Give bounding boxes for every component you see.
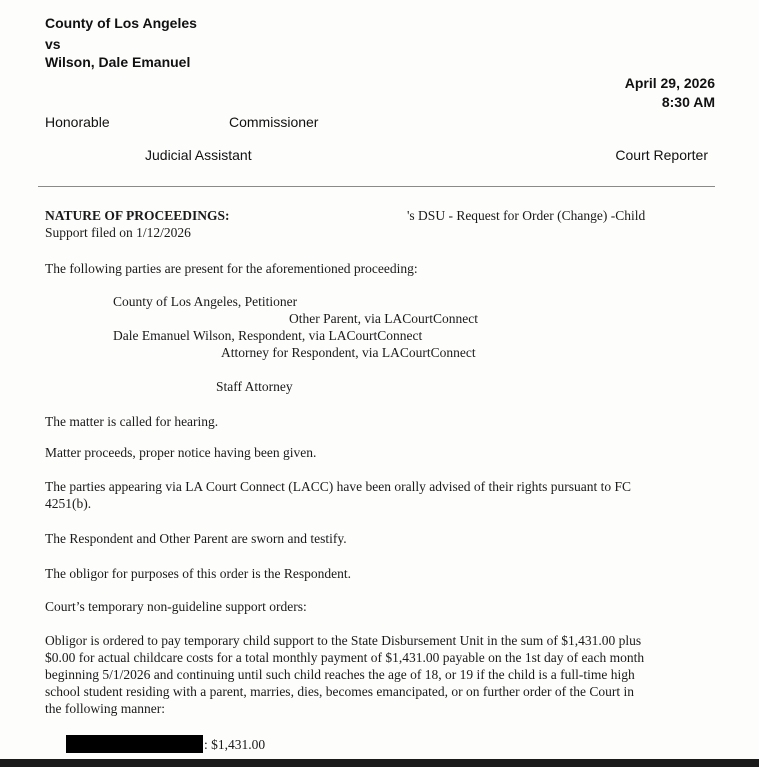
party-staff-attorney: Staff Attorney — [216, 379, 293, 394]
party-other-parent: Other Parent, via LACourtConnect — [289, 311, 478, 326]
court-reporter-label: Court Reporter — [615, 147, 708, 163]
order-line-2: $0.00 for actual childcare costs for a total monthly payment of $1,431.00 payable on the 1st day of each month — [45, 650, 645, 665]
proceedings-description: 's DSU - Request for Order (Change) -Child — [407, 208, 646, 223]
redaction-bar — [66, 735, 203, 753]
case-defendant: Wilson, Dale Emanuel — [45, 54, 191, 70]
order-line-1: Obligor is ordered to pay temporary child support to the State Disbursement Unit in the sum of $1,431.00 plus — [45, 633, 642, 648]
case-versus: vs — [45, 36, 61, 52]
proceedings-heading: NATURE OF PROCEEDINGS: — [45, 208, 230, 223]
sworn-testify-text: The Respondent and Other Parent are sworn and testify. — [45, 531, 347, 546]
lacc-advisement-line-1: The parties appearing via LA Court Connect (LACC) have been orally advised of their rights pursuant to FC — [45, 479, 631, 494]
case-plaintiff: County of Los Angeles — [45, 15, 197, 31]
hearing-time: 8:30 AM — [661, 94, 715, 110]
matter-called-text: The matter is called for hearing. — [45, 414, 219, 429]
order-line-3: beginning 5/1/2026 and continuing until such child reaches the age of 18, or 19 if the child is a full-time high — [45, 667, 635, 682]
proceedings-description-cont: Support filed on 1/12/2026 — [45, 225, 191, 240]
honorable-label: Honorable — [45, 114, 110, 130]
party-petitioner: County of Los Angeles, Petitioner — [113, 294, 298, 309]
header-divider — [38, 186, 715, 187]
hearing-date: April 29, 2026 — [624, 75, 715, 91]
commissioner-label: Commissioner — [229, 114, 319, 130]
bottom-edge-bar — [0, 759, 759, 767]
judicial-assistant-label: Judicial Assistant — [145, 147, 252, 163]
parties-intro: The following parties are present for the aforementioned proceeding: — [45, 261, 418, 276]
payment-amount: : $1,431.00 — [204, 737, 266, 752]
party-respondent-attorney: Attorney for Respondent, via LACourtConnect — [221, 345, 476, 360]
orders-heading: Court’s temporary non-guideline support orders: — [45, 599, 307, 614]
obligor-text: The obligor for purposes of this order is the Respondent. — [45, 566, 351, 581]
order-line-4: school student residing with a parent, marries, dies, becomes emancipated, or on further order of the Court in — [45, 684, 634, 699]
lacc-advisement-line-2: 4251(b). — [45, 496, 92, 511]
order-line-5: the following manner: — [45, 701, 165, 716]
matter-proceeds-text: Matter proceeds, proper notice having been given. — [45, 445, 317, 460]
party-respondent: Dale Emanuel Wilson, Respondent, via LACourtConnect — [113, 328, 423, 343]
